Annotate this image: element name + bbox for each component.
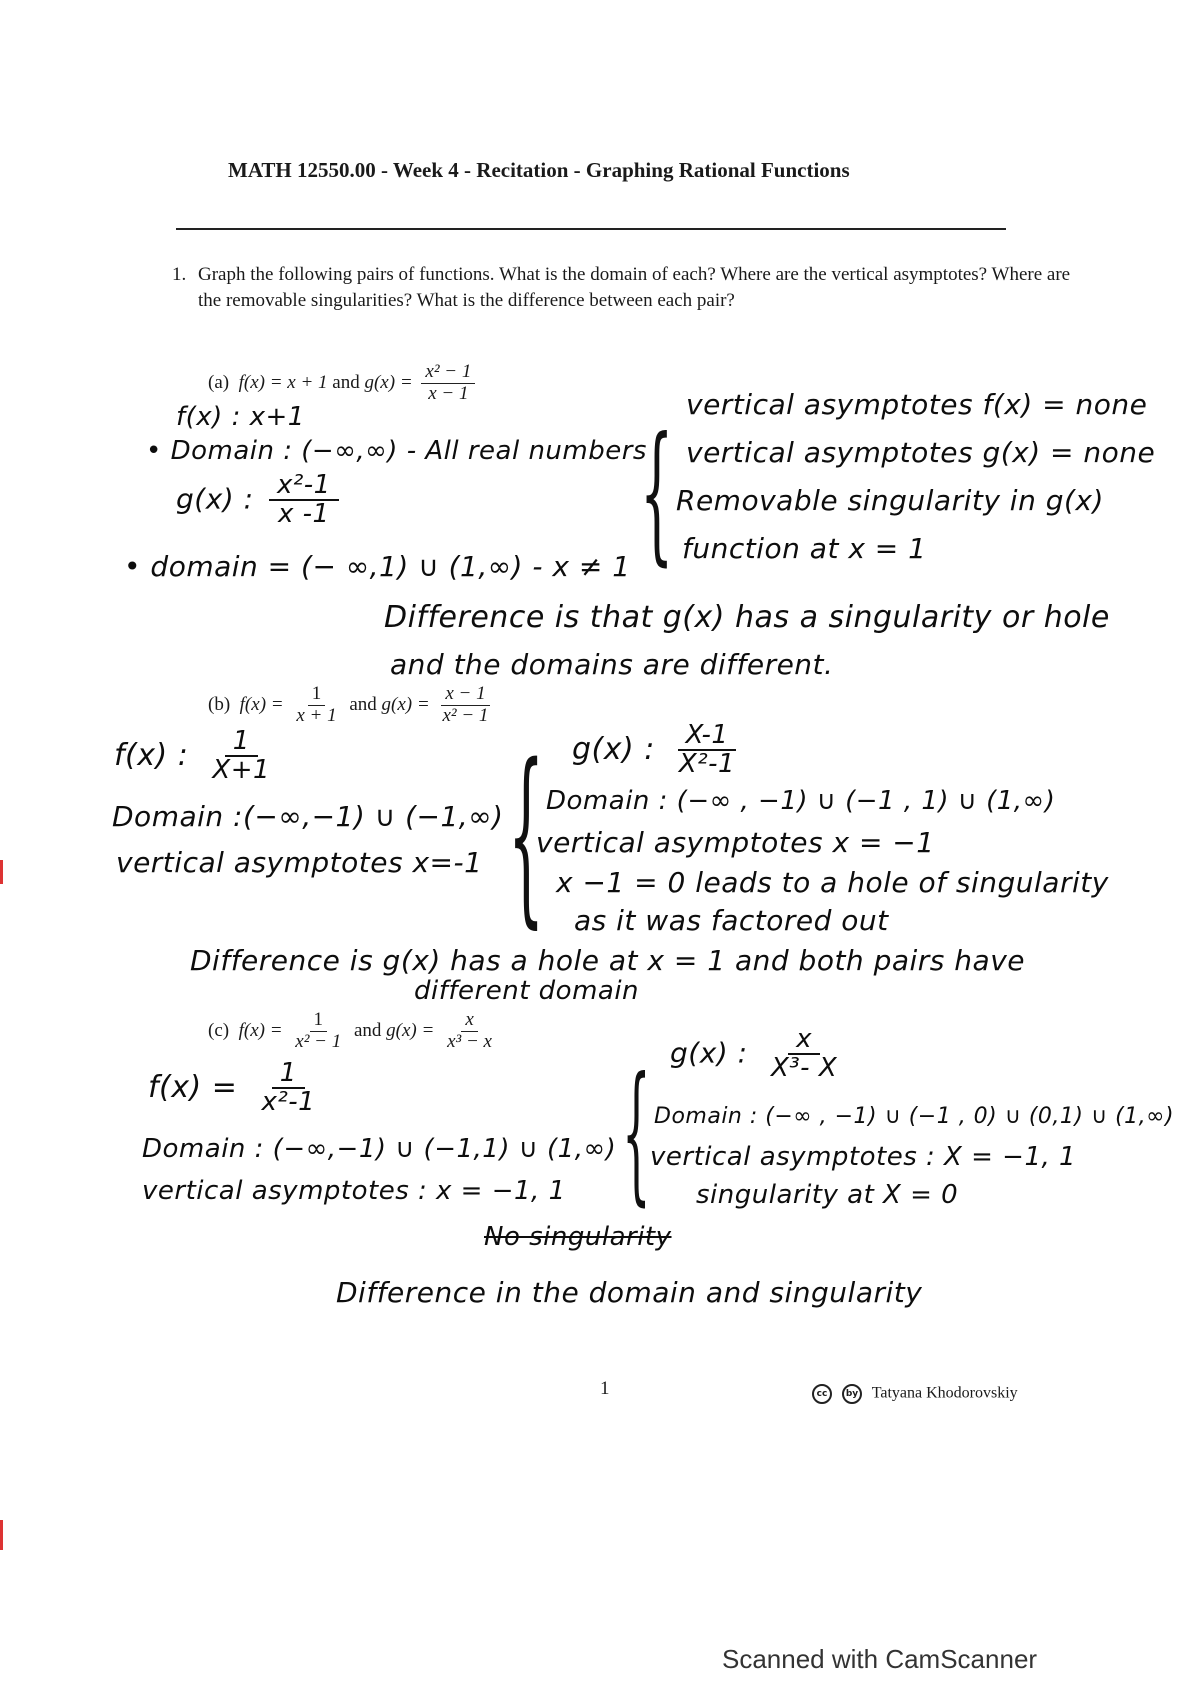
c-hand-g-lhs: g(x) : [670,1036,748,1070]
c-hand-f-lhs: f(x) = [148,1069,238,1105]
part-b-and: and [349,693,377,715]
b-hand-g-def [572,722,749,779]
a-hand-f-line: f(x) : x+1 [176,402,305,432]
part-c-g-den: x³ − x [447,1030,492,1052]
b-brace: { [508,724,545,945]
part-a-g-den: x − 1 [428,382,469,404]
part-c-and: and [353,1019,382,1041]
a-hand-right-2: vertical asymptotes g(x) = none [686,436,1156,469]
c-hand-g-domain: Domain : (−∞ , −1) ∪ (−1 , 0) ∪ (0,1) ∪ (1,∞) [654,1104,1175,1129]
b-hand-diff-2: different domain [414,976,640,1006]
part-c-label: (c) [208,1019,230,1041]
license-credit [812,1384,1018,1404]
page-title: MATH 12550.00 - Week 4 - Recitation - Graphing Rational Functions [228,158,850,182]
b-hand-g-domain: Domain : (−∞ , −1) ∪ (−1 , 1) ∪ (1,∞) [546,786,1056,816]
a-hand-right-4: function at x = 1 [682,532,927,565]
c-hand-f-fraction [253,1060,323,1117]
question-number: 1. [172,264,187,285]
a-hand-g-lhs: g(x) : [176,482,254,516]
c-hand-no-singularity: No singularity [484,1222,672,1252]
camscanner-watermark: Scanned with CamScanner [722,1644,1038,1674]
part-b-g-fraction [438,684,492,727]
header-rule [176,228,1006,230]
a-hand-right-1: vertical asymptotes f(x) = none [686,388,1148,421]
part-c-f-fraction [291,1010,345,1053]
b-hand-f-lhs: f(x) : [114,737,189,773]
part-a-prompt [208,362,479,405]
b-hand-g-fraction [671,722,743,779]
part-a-and: and [332,371,360,393]
part-c-g-lhs: g(x) = [386,1019,435,1041]
b-hand-g-den: X²-1 [678,749,736,780]
attribution-icon: by [842,1384,862,1404]
a-hand-g-fraction [269,472,339,529]
part-b-f-num: 1 [308,684,326,706]
part-c-prompt [208,1010,500,1053]
part-a-g-num: x² − 1 [421,362,475,384]
part-a-g-fraction [421,362,475,405]
question-text: Graph the following pairs of functions. What is the domain of each? Where are the vertical asymptotes? Where are the removable singularities? What is the difference between each pair? [198,264,1071,311]
c-hand-f-domain: Domain : (−∞,−1) ∪ (−1,1) ∪ (1,∞) [142,1134,617,1164]
b-hand-g-hole-2: as it was factored out [574,904,889,937]
part-b-prompt [208,684,496,727]
a-hand-g-def [176,472,345,529]
a-hand-g-domain: • domain = (− ∞,1) ∪ (1,∞) - x ≠ 1 [124,550,631,583]
part-c-f-lhs: f(x) = [238,1019,283,1041]
c-hand-g-sing: singularity at X = 0 [696,1180,959,1210]
c-hand-g-va: vertical asymptotes : X = −1, 1 [650,1142,1077,1172]
b-hand-g-lhs: g(x) : [572,731,655,767]
b-hand-f-va: vertical asymptotes x=-1 [116,846,483,879]
c-brace: { [622,1046,651,1220]
c-hand-f-den: x²-1 [261,1087,316,1118]
part-a-f: f(x) = x + 1 [238,371,328,393]
b-hand-f-domain: Domain :(−∞,−1) ∪ (−1,∞) [112,800,504,833]
page-number: 1 [600,1378,610,1399]
b-hand-f-den: X+1 [212,755,271,786]
a-brace: { [640,406,674,580]
part-a-label: (a) [208,371,230,393]
c-hand-f-num: 1 [272,1060,305,1089]
part-c-f-den: x² − 1 [295,1030,342,1052]
b-hand-g-hole-1: x −1 = 0 leads to a hole of singularity [556,866,1109,899]
a-hand-diff-1: Difference is that g(x) has a singularity or hole [384,600,1110,635]
b-hand-f-def [114,728,284,785]
part-b-g-lhs: g(x) = [381,693,430,715]
author-name: Tatyana Khodorovskiy [871,1384,1018,1402]
b-hand-f-fraction [204,728,278,785]
part-b-g-den: x² − 1 [442,704,489,726]
c-hand-g-fraction [763,1026,845,1083]
part-b-f-den: x + 1 [296,704,337,726]
b-hand-g-va: vertical asymptotes x = −1 [536,826,935,859]
part-c-g-fraction [443,1010,496,1053]
part-b-f-fraction [292,684,340,727]
b-hand-f-num: 1 [225,728,258,757]
part-a-g-lhs: g(x) = [364,371,413,393]
c-hand-diff: Difference in the domain and singularity [336,1276,923,1309]
c-hand-f-va: vertical asymptotes : x = −1, 1 [142,1176,566,1206]
a-hand-g-num: x²-1 [269,472,339,501]
creative-commons-icon: cc [812,1384,832,1404]
a-hand-g-den: x -1 [278,499,330,530]
a-hand-diff-2: and the domains are different. [390,648,834,681]
part-b-label: (b) [208,693,231,715]
b-hand-diff-1: Difference is g(x) has a hole at x = 1 and both pairs have [190,944,1025,977]
a-hand-right-3: Removable singularity in g(x) [676,484,1104,517]
b-hand-g-num: X-1 [678,722,737,751]
scan-edge-mark [0,860,3,884]
c-hand-g-def [670,1026,851,1083]
part-c-g-num: x [461,1010,477,1032]
scan-edge-mark [0,1520,3,1550]
c-hand-g-num: x [788,1026,820,1055]
c-hand-g-den: X³- X [770,1053,838,1084]
part-b-g-num: x − 1 [441,684,489,706]
part-b-f-lhs: f(x) = [239,693,284,715]
part-c-f-num: 1 [310,1010,328,1032]
a-hand-f-domain: • Domain : (−∞,∞) - All real numbers [146,436,647,466]
c-hand-f-def [148,1060,329,1117]
